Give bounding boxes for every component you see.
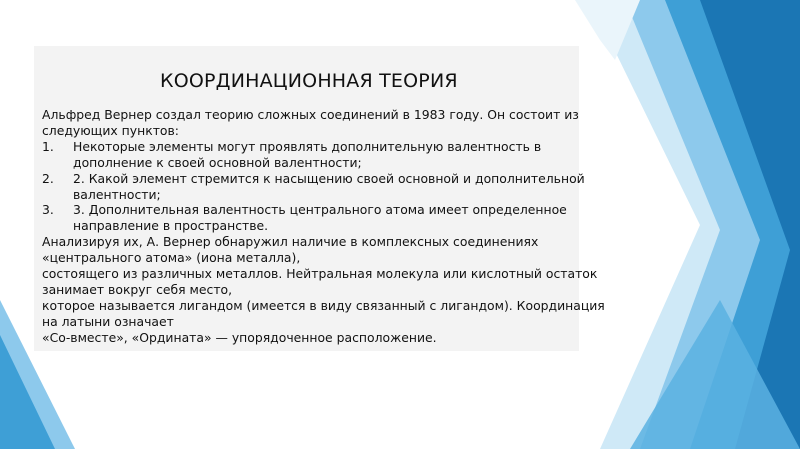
list-item [42, 139, 624, 171]
slide-title: КООРДИНАЦИОННАЯ ТЕОРИЯ [160, 70, 458, 92]
list-text: 2. Какой элемент стремится к насыщению своей основной и дополнительной валентности; [73, 170, 585, 202]
body-line: «Со-вместе», «Ордината» — упорядоченное расположение. [42, 329, 437, 345]
list-number: 1. [42, 138, 54, 154]
slide-body [42, 107, 624, 346]
list-item [42, 202, 624, 234]
list-number: 2. [42, 170, 54, 186]
list-text: Некоторые элементы могут проявлять дополнительную валентность в дополнение к своей основной валентности; [73, 138, 542, 170]
list-item [42, 171, 624, 203]
list-text: 3. Дополнительная валентность центрального атома имеет определенное направление в пространстве. [73, 202, 567, 234]
body-line: Анализируя их, А. Вернер обнаружил наличие в комплексных соединениях «центрального атома» (иона металла), [42, 234, 539, 266]
list-number: 3. [42, 202, 54, 218]
body-line: которое называется лигандом (имеется в виду связанный с лигандом). Координация на латыни означает [42, 297, 605, 329]
body-line: состоящего из различных металлов. Нейтральная молекула или кислотный остаток занимает вокруг себя место, [42, 266, 598, 297]
intro-text: Альфред Вернер создал теорию сложных соединений в 1983 году. Он состоит из следующих пунктов: [42, 107, 579, 138]
